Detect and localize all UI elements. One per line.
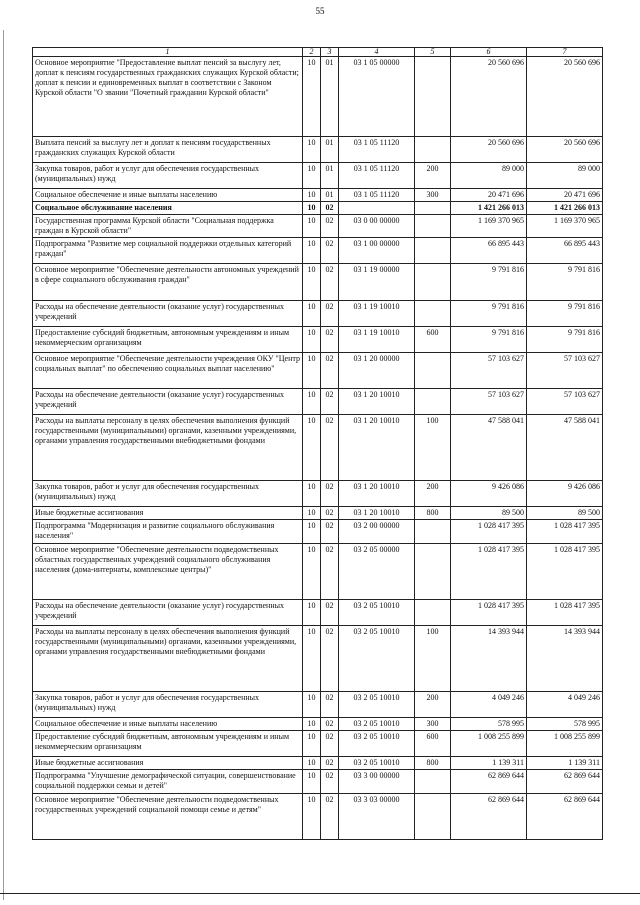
row-name: Закупка товаров, работ и услуг для обеспечения государственных (муниципальных) нужд: [33, 481, 303, 507]
column-number: 4: [339, 48, 415, 57]
row-name: Иные бюджетные ассигнования: [33, 757, 303, 770]
row-name: Социальное обслуживание населения: [33, 202, 303, 215]
table-row: [33, 544, 603, 600]
budget-table: [32, 47, 603, 840]
row-target-article: 03 1 05 11120: [339, 137, 415, 163]
row-amount-2: 9 791 816: [527, 327, 603, 353]
table-row: [33, 794, 603, 840]
row-expense-type: [415, 794, 451, 840]
row-section: 10: [303, 215, 321, 238]
row-amount-2: 57 103 627: [527, 353, 603, 389]
row-expense-type: [415, 238, 451, 264]
row-amount-2: 578 995: [527, 718, 603, 731]
row-amount-1: 20 560 696: [451, 57, 527, 137]
row-section: 10: [303, 264, 321, 301]
table-row: [33, 238, 603, 264]
row-amount-2: 20 560 696: [527, 137, 603, 163]
row-target-article: 03 1 19 00000: [339, 264, 415, 301]
row-target-article: 03 3 00 00000: [339, 770, 415, 794]
row-amount-1: 4 049 246: [451, 692, 527, 718]
row-subsection: 02: [321, 626, 339, 692]
row-target-article: 03 2 05 10010: [339, 626, 415, 692]
row-name: Подпрограмма "Модернизация и развитие социального обслуживания населения": [33, 520, 303, 544]
row-section: 10: [303, 718, 321, 731]
row-target-article: 03 2 05 10010: [339, 731, 415, 757]
row-section: 10: [303, 794, 321, 840]
row-amount-2: 89 500: [527, 507, 603, 520]
row-expense-type: [415, 215, 451, 238]
row-amount-2: 1 008 255 899: [527, 731, 603, 757]
row-amount-1: 1 028 417 395: [451, 600, 527, 626]
row-amount-2: 57 103 627: [527, 389, 603, 415]
bottom-rule: [0, 893, 640, 894]
row-amount-1: 57 103 627: [451, 353, 527, 389]
row-target-article: 03 0 00 00000: [339, 215, 415, 238]
table-row: [33, 600, 603, 626]
row-section: 10: [303, 163, 321, 189]
row-section: 10: [303, 189, 321, 202]
row-target-article: 03 1 19 10010: [339, 327, 415, 353]
table-row: [33, 507, 603, 520]
table-row: [33, 481, 603, 507]
row-section: 10: [303, 301, 321, 327]
row-name: Социальное обеспечение и иные выплаты населению: [33, 718, 303, 731]
row-subsection: 02: [321, 389, 339, 415]
row-target-article: 03 2 05 10010: [339, 757, 415, 770]
row-amount-2: 20 560 696: [527, 57, 603, 137]
row-name: Предоставление субсидий бюджетным, автономным учреждениям и иным некоммерческим организациям: [33, 327, 303, 353]
row-expense-type: [415, 353, 451, 389]
row-subsection: 02: [321, 520, 339, 544]
row-subsection: 02: [321, 238, 339, 264]
row-target-article: [339, 202, 415, 215]
row-subsection: 02: [321, 264, 339, 301]
row-target-article: 03 2 00 00000: [339, 520, 415, 544]
row-expense-type: [415, 770, 451, 794]
row-amount-2: 1 421 266 013: [527, 202, 603, 215]
row-section: 10: [303, 770, 321, 794]
row-amount-1: 1 028 417 395: [451, 520, 527, 544]
row-expense-type: [415, 137, 451, 163]
row-target-article: 03 1 05 11120: [339, 189, 415, 202]
table-row: [33, 137, 603, 163]
table-row: [33, 163, 603, 189]
row-amount-2: 47 588 041: [527, 415, 603, 481]
row-target-article: 03 1 20 10010: [339, 507, 415, 520]
row-section: 10: [303, 626, 321, 692]
row-subsection: 02: [321, 770, 339, 794]
row-expense-type: 800: [415, 757, 451, 770]
row-amount-2: 66 895 443: [527, 238, 603, 264]
row-amount-1: 578 995: [451, 718, 527, 731]
row-target-article: 03 2 05 00000: [339, 544, 415, 600]
row-target-article: 03 1 20 10010: [339, 415, 415, 481]
row-amount-1: 62 869 644: [451, 770, 527, 794]
row-subsection: 02: [321, 481, 339, 507]
row-expense-type: 200: [415, 692, 451, 718]
row-target-article: 03 1 20 10010: [339, 481, 415, 507]
row-amount-1: 47 588 041: [451, 415, 527, 481]
row-name: Основное мероприятие "Предоставление выплат пенсий за выслугу лет, доплат к пенсиям государственных гражданских служащих Курской области; доплат к пенсии и единовременных выплат в соответствии с Законом Курской области "О звании "Почетный гражданин Курской области": [33, 57, 303, 137]
row-subsection: 01: [321, 137, 339, 163]
row-amount-2: 20 471 696: [527, 189, 603, 202]
row-subsection: 01: [321, 163, 339, 189]
row-name: Расходы на обеспечение деятельности (оказание услуг) государственных учреждений: [33, 600, 303, 626]
row-expense-type: [415, 520, 451, 544]
row-expense-type: [415, 389, 451, 415]
row-amount-2: 4 049 246: [527, 692, 603, 718]
row-subsection: 02: [321, 692, 339, 718]
row-section: 10: [303, 520, 321, 544]
row-section: 10: [303, 544, 321, 600]
row-amount-1: 89 500: [451, 507, 527, 520]
row-subsection: 02: [321, 757, 339, 770]
row-target-article: 03 2 05 10010: [339, 692, 415, 718]
row-name: Подпрограмма "Развитие мер социальной поддержки отдельных категорий граждан": [33, 238, 303, 264]
row-expense-type: [415, 202, 451, 215]
row-amount-1: 1 008 255 899: [451, 731, 527, 757]
table-row: [33, 731, 603, 757]
row-name: Основное мероприятие "Обеспечение деятельности подведомственных государственных учреждений социальной помощи семье и детям": [33, 794, 303, 840]
row-target-article: 03 3 03 00000: [339, 794, 415, 840]
row-target-article: 03 1 00 00000: [339, 238, 415, 264]
row-target-article: 03 1 20 10010: [339, 389, 415, 415]
row-amount-1: 1 169 370 965: [451, 215, 527, 238]
row-name: Предоставление субсидий бюджетным, автономным учреждениям и иным некоммерческим организациям: [33, 731, 303, 757]
row-name: Расходы на выплаты персоналу в целях обеспечения выполнения функций государственными (муниципальными) органами, казенными учреждениями, органами управления государственными внебюджетными фондами: [33, 626, 303, 692]
row-amount-2: 62 869 644: [527, 770, 603, 794]
row-amount-2: 1 028 417 395: [527, 544, 603, 600]
row-subsection: 02: [321, 794, 339, 840]
row-name: Основное мероприятие "Обеспечение деятельности автономных учреждений в сфере социального обслуживания граждан": [33, 264, 303, 301]
row-section: 10: [303, 202, 321, 215]
row-name: Основное мероприятие "Обеспечение деятельности учреждения ОКУ "Центр социальных выплат" по обеспечению социальных выплат населению": [33, 353, 303, 389]
row-amount-1: 66 895 443: [451, 238, 527, 264]
row-name: Основное мероприятие "Обеспечение деятельности подведомственных областных государственных учреждений социального обслуживания населения (дома-интернаты, комплексные центры)": [33, 544, 303, 600]
row-name: Закупка товаров, работ и услуг для обеспечения государственных (муниципальных) нужд: [33, 692, 303, 718]
row-expense-type: 200: [415, 163, 451, 189]
row-subsection: 02: [321, 215, 339, 238]
row-expense-type: 100: [415, 626, 451, 692]
table-row: [33, 353, 603, 389]
column-number: 5: [415, 48, 451, 57]
table-row: [33, 389, 603, 415]
row-amount-1: 62 869 644: [451, 794, 527, 840]
row-target-article: 03 1 19 10010: [339, 301, 415, 327]
table-row: [33, 692, 603, 718]
table-row: [33, 757, 603, 770]
row-section: 10: [303, 327, 321, 353]
row-amount-1: 1 139 311: [451, 757, 527, 770]
row-subsection: 01: [321, 189, 339, 202]
row-expense-type: 300: [415, 718, 451, 731]
row-expense-type: [415, 57, 451, 137]
row-target-article: 03 1 05 00000: [339, 57, 415, 137]
row-amount-2: 14 393 944: [527, 626, 603, 692]
row-section: 10: [303, 389, 321, 415]
row-expense-type: [415, 301, 451, 327]
row-name: Расходы на выплаты персоналу в целях обеспечения выполнения функций государственными (муниципальными) органами, казенными учреждениями, органами управления государственными внебюджетными фондами: [33, 415, 303, 481]
row-subsection: 02: [321, 600, 339, 626]
row-amount-1: 9 791 816: [451, 264, 527, 301]
row-section: 10: [303, 137, 321, 163]
table-row: [33, 520, 603, 544]
table-row: [33, 626, 603, 692]
row-amount-1: 14 393 944: [451, 626, 527, 692]
row-subsection: 02: [321, 718, 339, 731]
row-name: Государственная программа Курской области "Социальная поддержка граждан в Курской области": [33, 215, 303, 238]
column-number: 2: [303, 48, 321, 57]
row-subsection: 02: [321, 731, 339, 757]
row-section: 10: [303, 57, 321, 137]
row-target-article: 03 1 20 00000: [339, 353, 415, 389]
row-section: 10: [303, 238, 321, 264]
page-number: 55: [315, 6, 325, 16]
row-subsection: 02: [321, 507, 339, 520]
row-target-article: 03 2 05 10010: [339, 600, 415, 626]
row-target-article: 03 1 05 11120: [339, 163, 415, 189]
column-number: 1: [33, 48, 303, 57]
table-row: [33, 770, 603, 794]
row-subsection: 02: [321, 327, 339, 353]
table-row: [33, 327, 603, 353]
row-section: 10: [303, 415, 321, 481]
row-amount-2: 9 791 816: [527, 301, 603, 327]
row-amount-1: 57 103 627: [451, 389, 527, 415]
row-amount-2: 62 869 644: [527, 794, 603, 840]
row-subsection: 01: [321, 57, 339, 137]
row-amount-1: 9 426 086: [451, 481, 527, 507]
row-expense-type: 600: [415, 327, 451, 353]
row-section: 10: [303, 731, 321, 757]
row-amount-2: 1 028 417 395: [527, 600, 603, 626]
row-amount-2: 89 000: [527, 163, 603, 189]
row-name: Расходы на обеспечение деятельности (оказание услуг) государственных учреждений: [33, 301, 303, 327]
table-row: [33, 264, 603, 301]
row-amount-2: 1 028 417 395: [527, 520, 603, 544]
row-expense-type: [415, 264, 451, 301]
table-row: [33, 202, 603, 215]
row-name: Подпрограмма "Улучшение демографической ситуации, совершенствование социальной поддержки семьи и детей": [33, 770, 303, 794]
row-amount-1: 1 421 266 013: [451, 202, 527, 215]
row-subsection: 02: [321, 202, 339, 215]
table-row: [33, 415, 603, 481]
page-edge-line: [3, 30, 4, 900]
row-name: Выплата пенсий за выслугу лет и доплат к пенсиям государственных гражданских служащих Курской области: [33, 137, 303, 163]
column-number: 3: [321, 48, 339, 57]
table-row: [33, 189, 603, 202]
row-section: 10: [303, 757, 321, 770]
column-number-row: [33, 48, 603, 57]
row-name: Социальное обеспечение и иные выплаты населению: [33, 189, 303, 202]
row-amount-1: 1 028 417 395: [451, 544, 527, 600]
column-number: 7: [527, 48, 603, 57]
row-amount-2: 9 426 086: [527, 481, 603, 507]
row-expense-type: 600: [415, 731, 451, 757]
row-section: 10: [303, 692, 321, 718]
row-amount-2: 1 169 370 965: [527, 215, 603, 238]
column-number: 6: [451, 48, 527, 57]
row-subsection: 02: [321, 353, 339, 389]
row-section: 10: [303, 481, 321, 507]
row-section: 10: [303, 353, 321, 389]
row-amount-1: 9 791 816: [451, 301, 527, 327]
row-expense-type: 100: [415, 415, 451, 481]
row-amount-1: 9 791 816: [451, 327, 527, 353]
row-target-article: 03 2 05 10010: [339, 718, 415, 731]
row-name: Иные бюджетные ассигнования: [33, 507, 303, 520]
row-expense-type: [415, 600, 451, 626]
table-row: [33, 57, 603, 137]
row-expense-type: 200: [415, 481, 451, 507]
row-amount-2: 1 139 311: [527, 757, 603, 770]
row-expense-type: 800: [415, 507, 451, 520]
row-amount-2: 9 791 816: [527, 264, 603, 301]
row-section: 10: [303, 600, 321, 626]
table-row: [33, 718, 603, 731]
table-row: [33, 301, 603, 327]
row-subsection: 02: [321, 544, 339, 600]
row-amount-1: 20 471 696: [451, 189, 527, 202]
row-expense-type: 300: [415, 189, 451, 202]
row-amount-1: 20 560 696: [451, 137, 527, 163]
row-expense-type: [415, 544, 451, 600]
row-subsection: 02: [321, 415, 339, 481]
row-section: 10: [303, 507, 321, 520]
row-amount-1: 89 000: [451, 163, 527, 189]
row-subsection: 02: [321, 301, 339, 327]
table-row: [33, 215, 603, 238]
row-name: Закупка товаров, работ и услуг для обеспечения государственных (муниципальных) нужд: [33, 163, 303, 189]
row-name: Расходы на обеспечение деятельности (оказание услуг) государственных учреждений: [33, 389, 303, 415]
